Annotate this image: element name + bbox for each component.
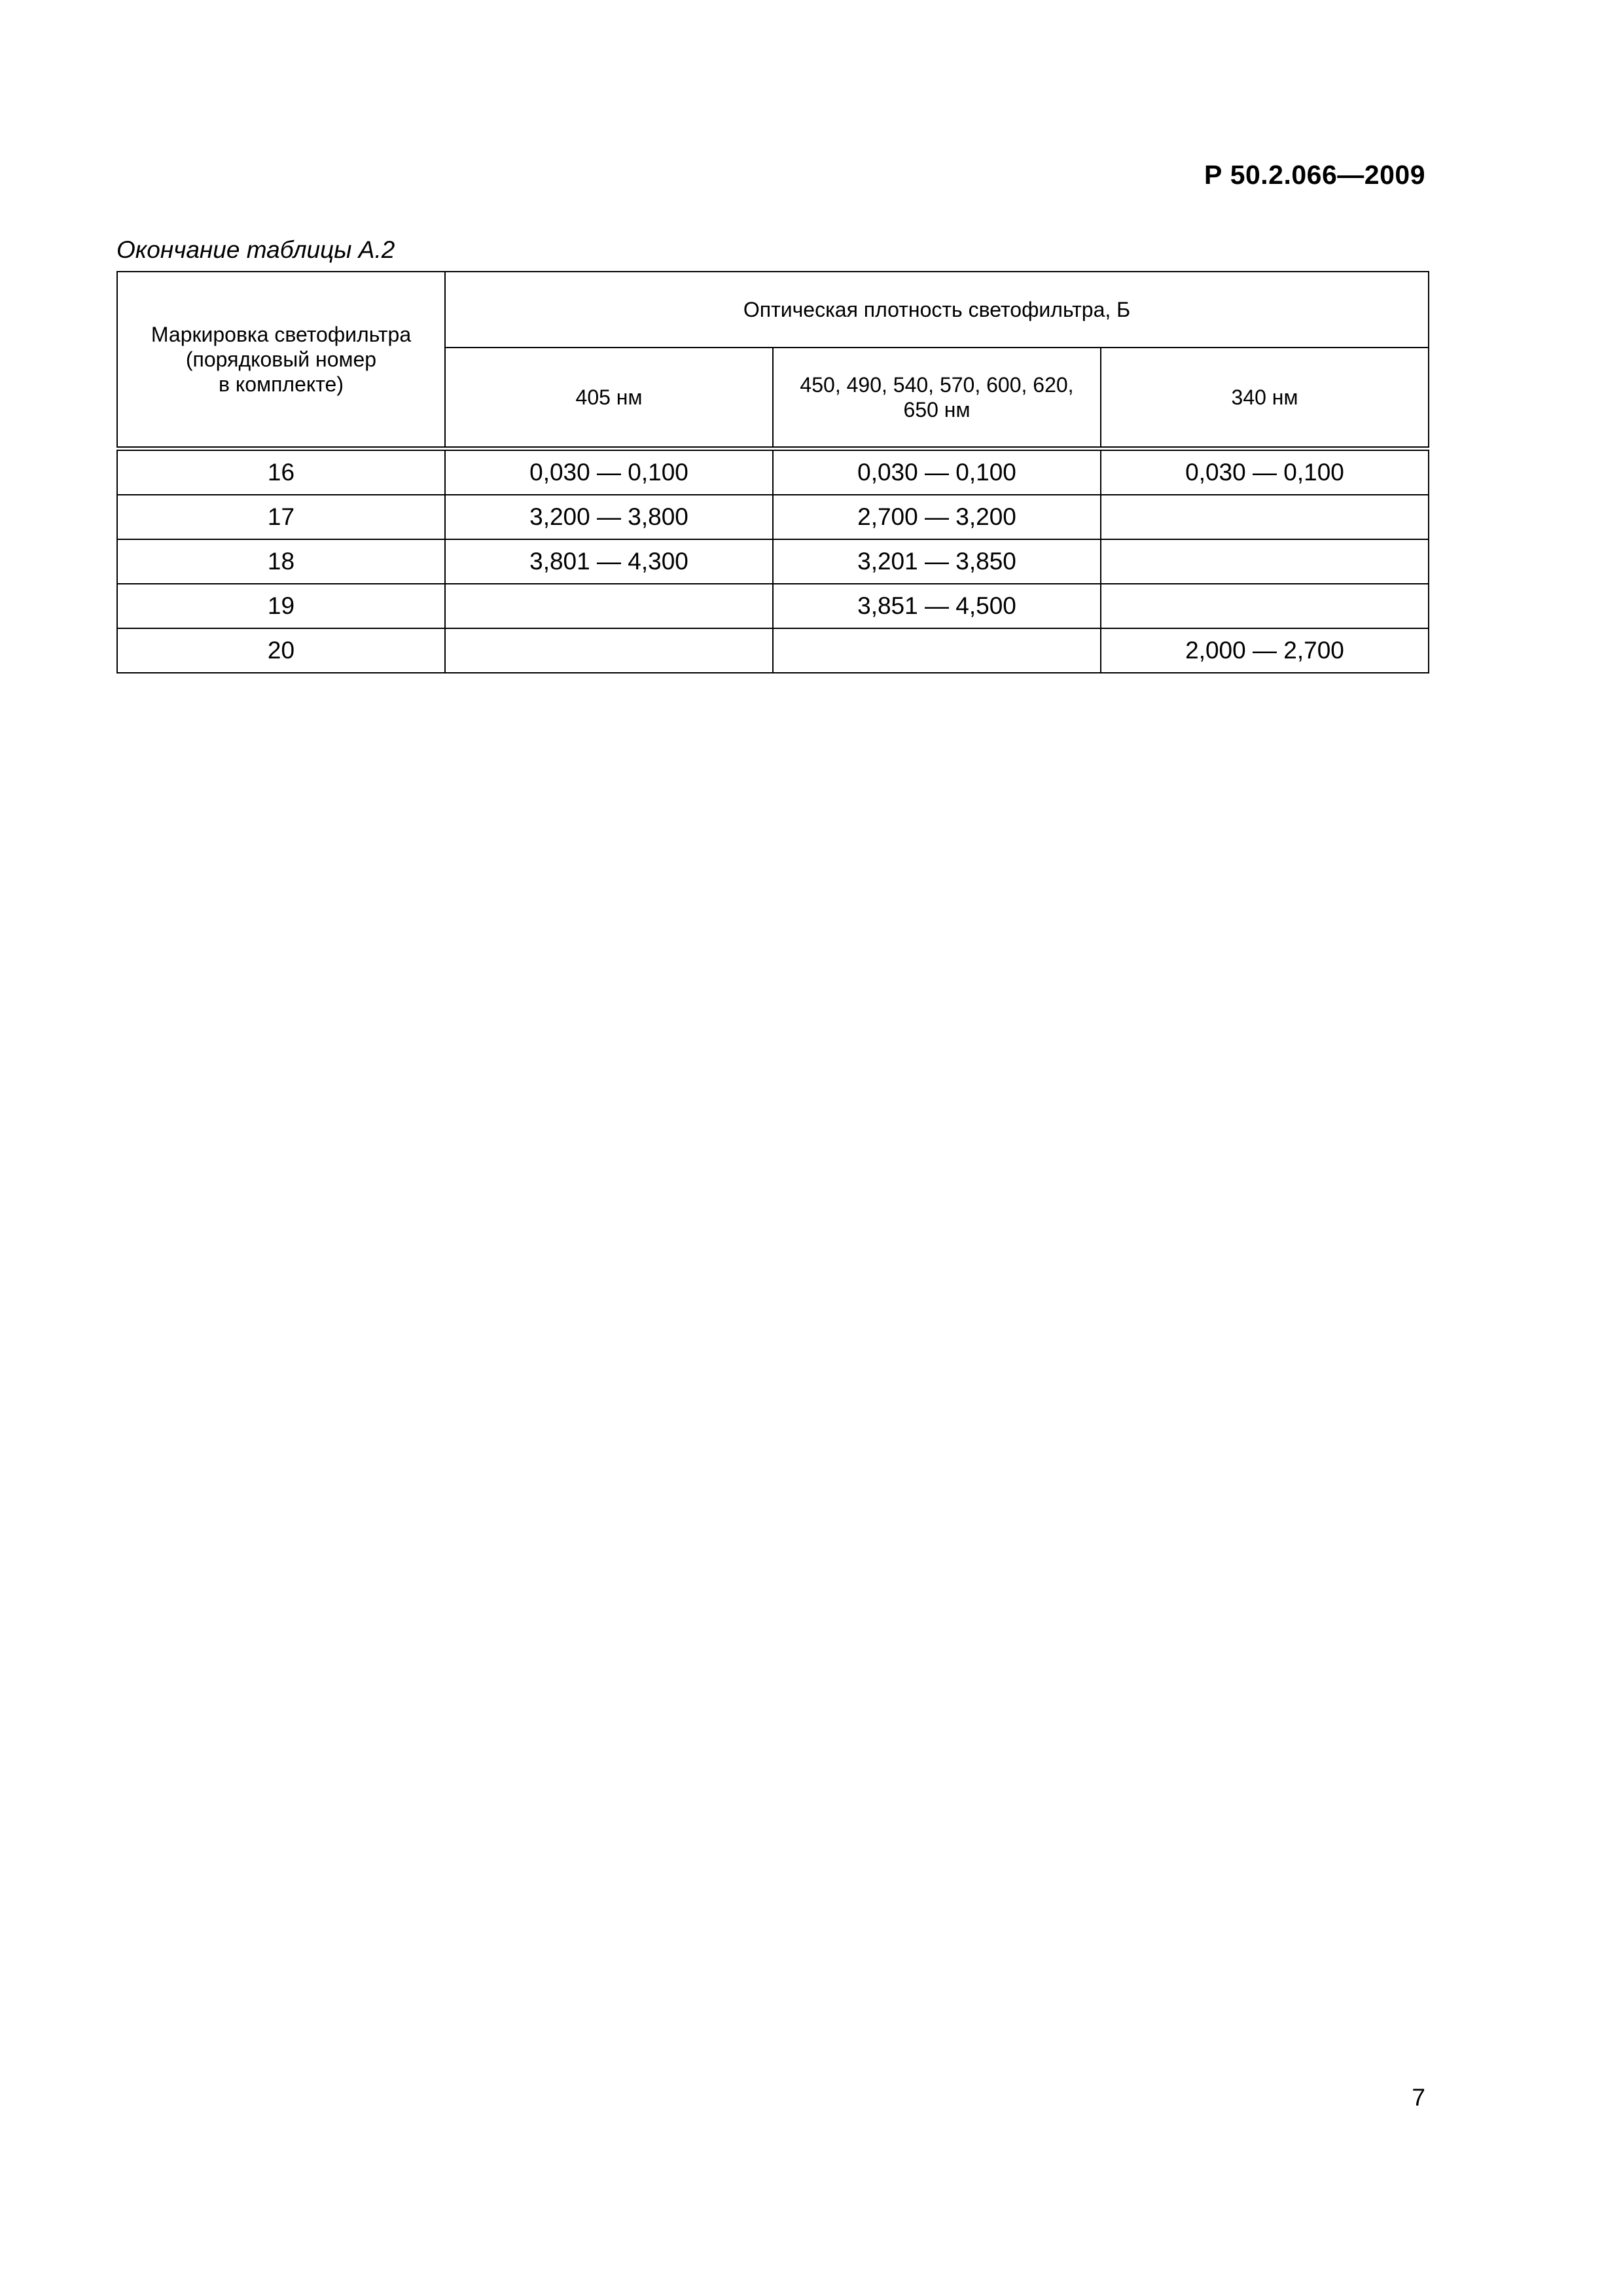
table-cell-marking: 19: [117, 584, 445, 628]
optical-density-table: [116, 271, 1429, 673]
table-cell-marking: 20: [117, 628, 445, 673]
table-row: [117, 449, 1429, 495]
col-header-450-650nm-line: 650 нм: [903, 398, 971, 422]
table-cell-450-650nm: [773, 628, 1101, 673]
col-header-marking-line: в комплекте): [219, 372, 344, 396]
col-header-450-650nm-line: 450, 490, 540, 570, 600, 620,: [800, 373, 1074, 397]
table-cell-450-650nm: 3,201 — 3,850: [773, 539, 1101, 584]
group-header-optical-density: Оптическая плотность светофильтра, Б: [445, 272, 1429, 348]
table-row: [117, 584, 1429, 628]
table-cell-450-650nm: 3,851 — 4,500: [773, 584, 1101, 628]
col-header-450-650nm: [773, 348, 1101, 449]
table-cell-340nm: 0,030 — 0,100: [1101, 449, 1429, 495]
table-cell-marking: 16: [117, 449, 445, 495]
table-cell-405nm: 0,030 — 0,100: [445, 449, 773, 495]
table-cell-405nm: [445, 584, 773, 628]
table-row: [117, 539, 1429, 584]
page-number: 7: [1412, 2084, 1425, 2111]
table-cell-340nm: [1101, 495, 1429, 539]
col-header-marking: [117, 272, 445, 449]
col-header-marking-line: (порядковый номер: [185, 348, 377, 371]
table-cell-340nm: [1101, 584, 1429, 628]
table-cell-405nm: [445, 628, 773, 673]
col-header-marking-line: Маркировка светофильтра: [151, 323, 412, 346]
table-cell-marking: 17: [117, 495, 445, 539]
table-row: [117, 628, 1429, 673]
table-cell-405nm: 3,200 — 3,800: [445, 495, 773, 539]
table-cell-450-650nm: 2,700 — 3,200: [773, 495, 1101, 539]
table-cell-405nm: 3,801 — 4,300: [445, 539, 773, 584]
col-header-405nm: 405 нм: [445, 348, 773, 449]
table-cell-450-650nm: 0,030 — 0,100: [773, 449, 1101, 495]
table-caption: Окончание таблицы А.2: [116, 236, 395, 263]
table-row: [117, 495, 1429, 539]
col-header-340nm: 340 нм: [1101, 348, 1429, 449]
table-cell-340nm: [1101, 539, 1429, 584]
document-code: Р 50.2.066—2009: [1204, 160, 1425, 190]
table-cell-340nm: 2,000 — 2,700: [1101, 628, 1429, 673]
table-cell-marking: 18: [117, 539, 445, 584]
